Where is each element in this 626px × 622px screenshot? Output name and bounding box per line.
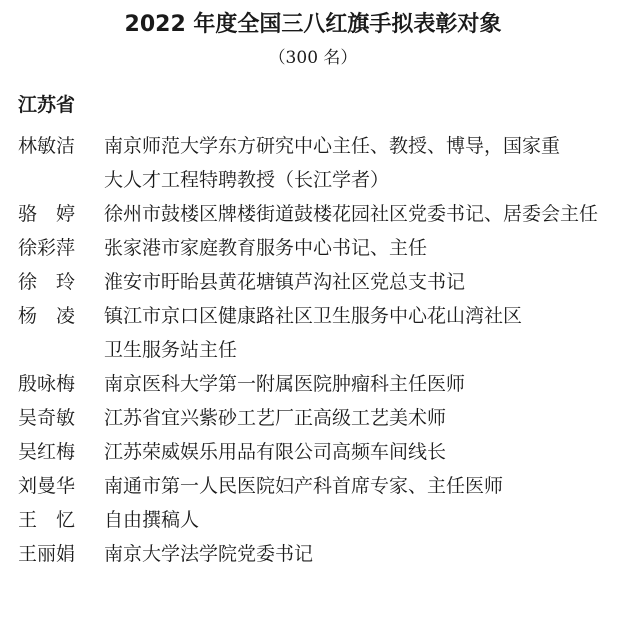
honoree-title: 张家港市家庭教育服务中心书记、主任	[104, 237, 428, 259]
honoree-name: 刘曼华	[18, 475, 76, 497]
honoree-name: 王丽娟	[18, 543, 76, 565]
honoree-title: 自由撰稿人	[104, 509, 200, 531]
list-item	[18, 299, 618, 367]
list-item	[18, 401, 618, 435]
honoree-title: 淮安市盱眙县黄花塘镇芦沟社区党总支书记	[104, 271, 466, 293]
list-item	[18, 503, 618, 537]
honoree-title: 江苏省宜兴紫砂工艺厂正高级工艺美术师	[104, 407, 447, 429]
honoree-name: 吴红梅	[18, 441, 76, 463]
list-item	[18, 537, 618, 571]
province-heading: 江苏省	[18, 94, 76, 116]
list-item	[18, 469, 618, 503]
honoree-name: 徐 玲	[18, 271, 76, 293]
honoree-title: 南通市第一人民医院妇产科首席专家、主任医师	[104, 475, 504, 497]
honoree-name: 骆 婷	[18, 203, 76, 225]
honoree-list	[18, 129, 618, 571]
honoree-name: 吴奇敏	[18, 407, 76, 429]
honoree-title: 南京大学法学院党委书记	[104, 543, 314, 565]
honoree-name: 徐彩萍	[18, 237, 76, 259]
list-item	[18, 435, 618, 469]
honoree-title: 南京医科大学第一附属医院肿瘤科主任医师	[104, 373, 466, 395]
page-title: 2022 年度全国三八红旗手拟表彰对象	[124, 12, 502, 37]
honoree-title: 南京师范大学东方研究中心主任、教授、博导，国家重 大人才工程特聘教授（长江学者）	[104, 135, 561, 191]
list-item	[18, 265, 618, 299]
list-item	[18, 367, 618, 401]
honoree-name: 殷咏梅	[18, 373, 76, 395]
list-item	[18, 129, 618, 197]
honoree-name: 杨 凌	[18, 305, 76, 327]
honoree-name: 林敏洁	[18, 135, 76, 157]
list-item	[18, 197, 618, 231]
honoree-title: 镇江市京口区健康路社区卫生服务中心花山湾社区 卫生服务站主任	[104, 305, 523, 361]
honoree-name: 王 忆	[18, 509, 76, 531]
list-item	[18, 231, 618, 265]
honoree-title: 江苏荣威娱乐用品有限公司高频车间线长	[104, 441, 447, 463]
page-subtitle: （300 名）	[268, 48, 358, 68]
honoree-title: 徐州市鼓楼区牌楼街道鼓楼花园社区党委书记、居委会主任	[104, 203, 599, 225]
